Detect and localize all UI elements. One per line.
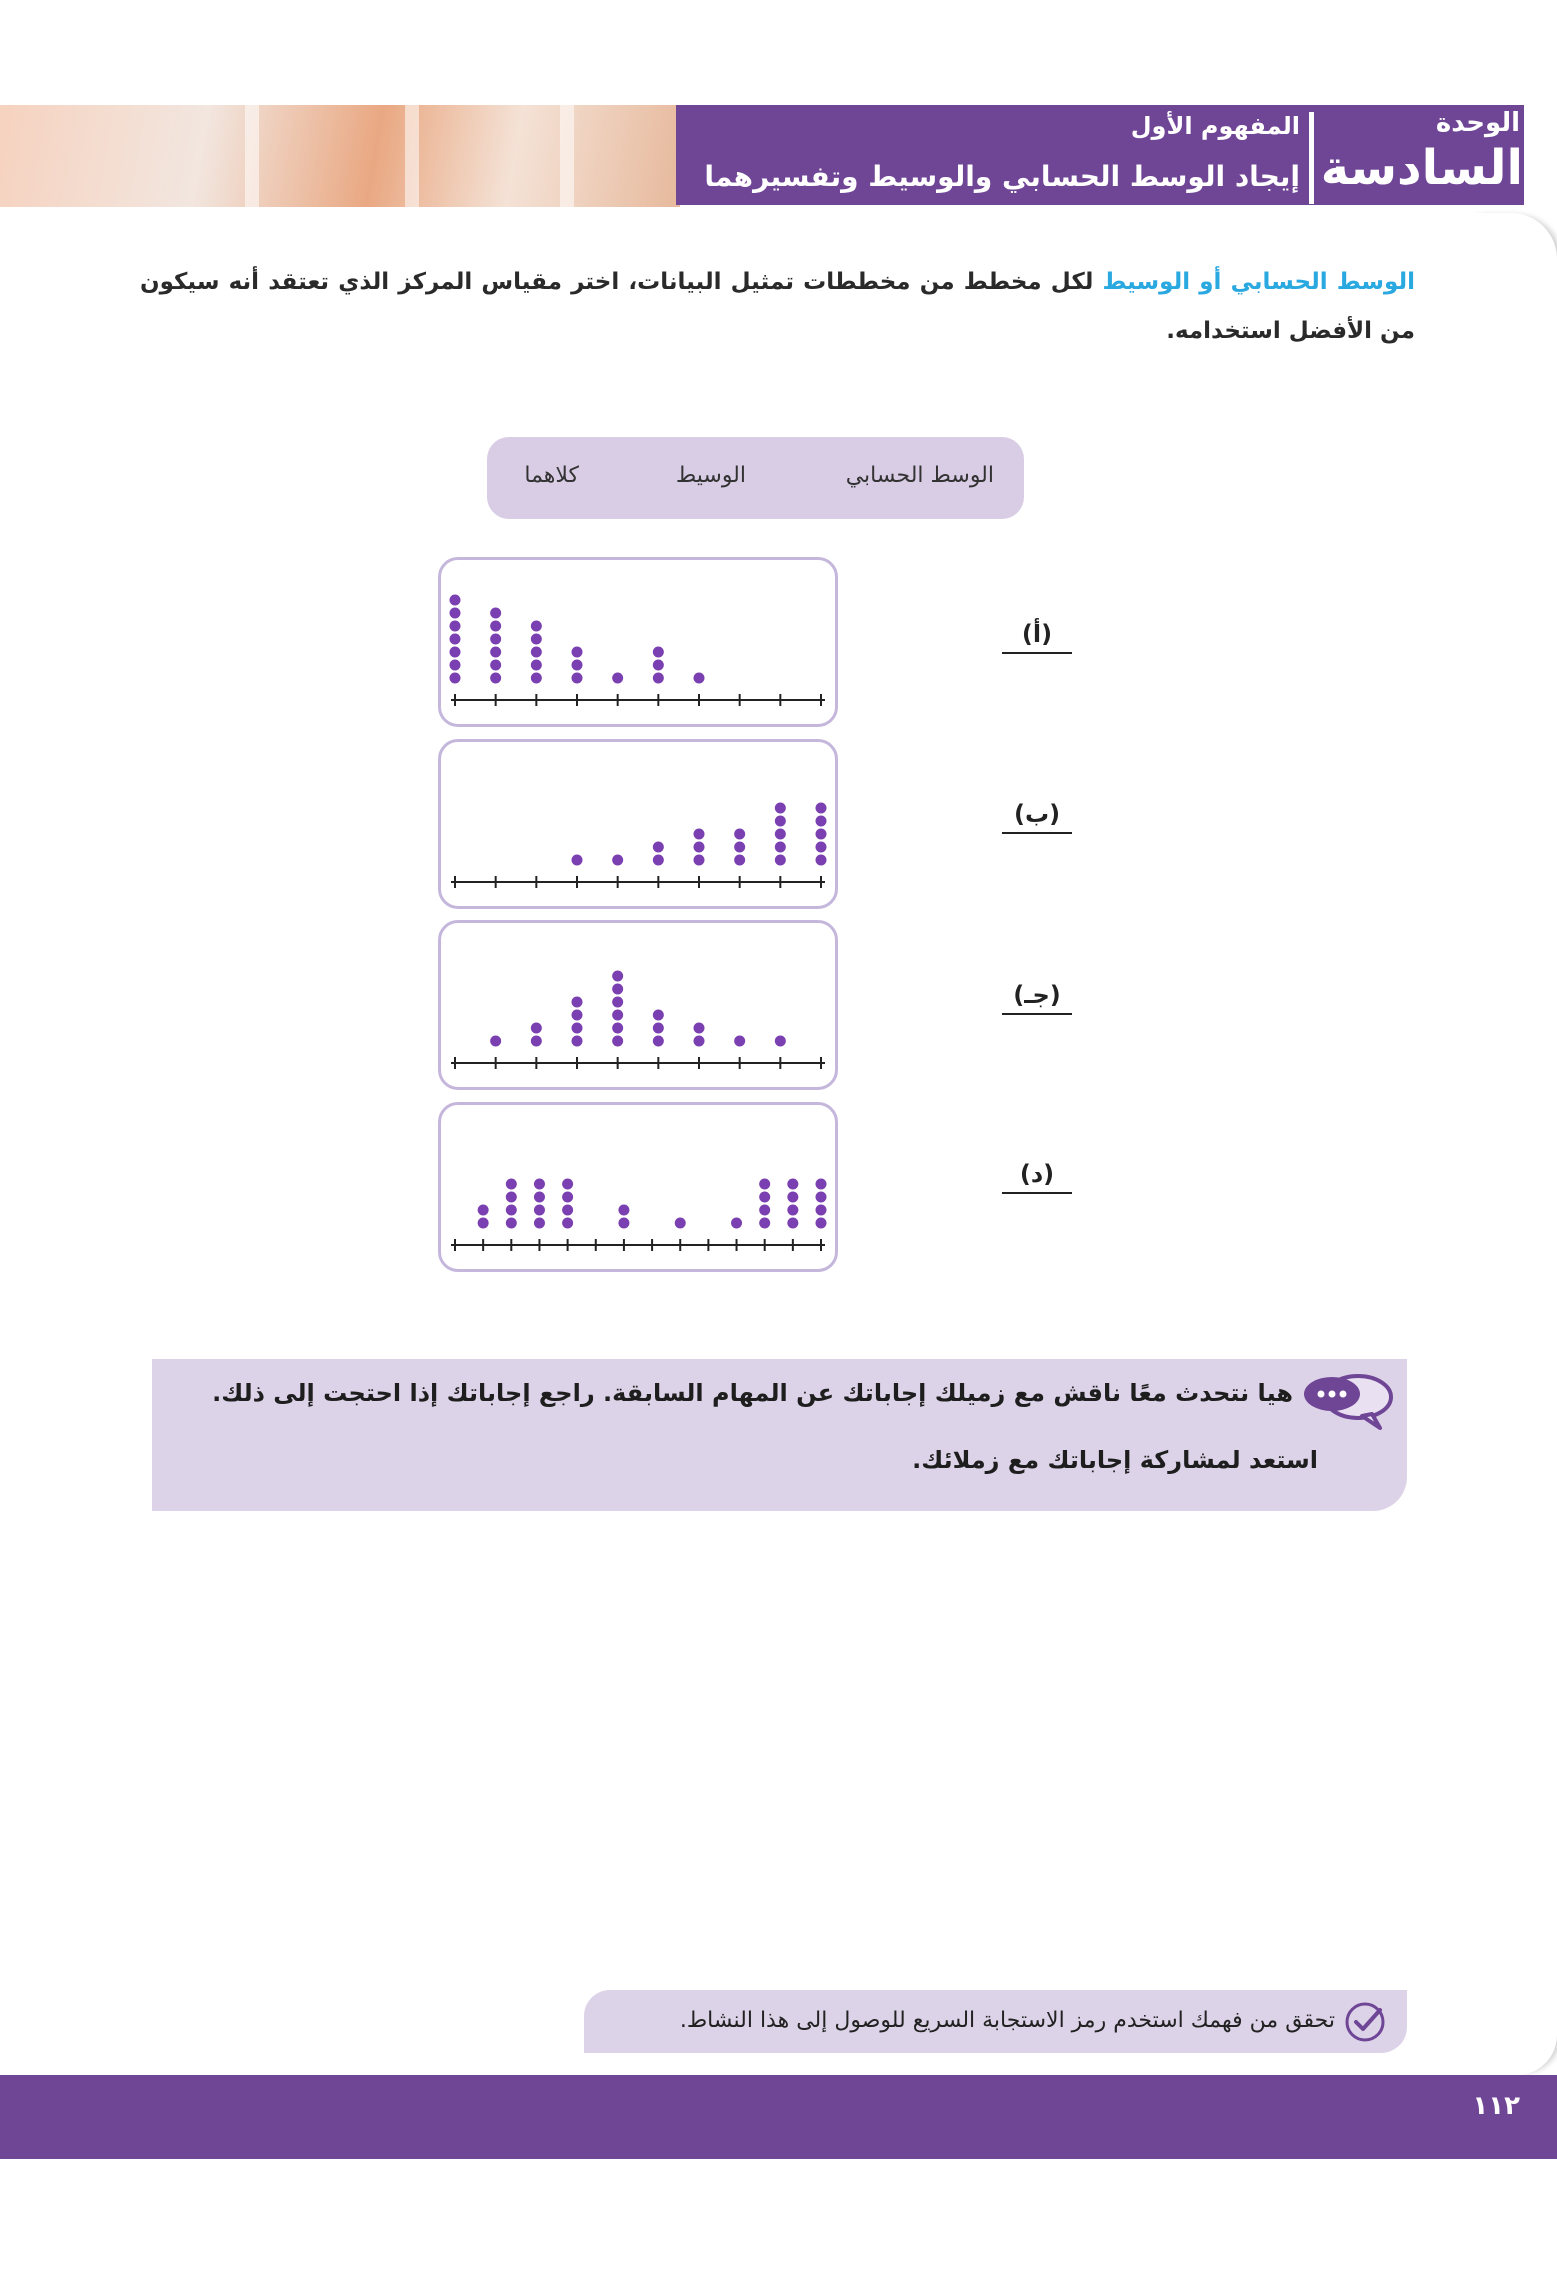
- data-dot: [734, 1036, 745, 1047]
- data-dot: [478, 1218, 489, 1229]
- data-dot: [759, 1218, 770, 1229]
- data-dot: [612, 855, 623, 866]
- instruction-highlight: الوسط الحسابي أو الوسيط: [1102, 269, 1415, 295]
- data-dot: [506, 1205, 517, 1216]
- header-photo: [0, 105, 680, 207]
- data-dot: [653, 842, 664, 853]
- data-dot: [562, 1205, 573, 1216]
- discussion-line-2: استعد لمشاركة إجاباتك مع زملائك.: [912, 1446, 1318, 1474]
- data-dot: [653, 647, 664, 658]
- data-dot: [572, 673, 583, 684]
- dot-plot-svg: [441, 923, 835, 1087]
- data-dot: [653, 1023, 664, 1034]
- data-dot: [572, 647, 583, 658]
- data-dot: [612, 1023, 623, 1034]
- data-dot: [572, 1036, 583, 1047]
- data-dot: [572, 660, 583, 671]
- data-dot: [694, 842, 705, 853]
- data-dot: [612, 1010, 623, 1021]
- data-dot: [787, 1179, 798, 1190]
- data-dot: [562, 1192, 573, 1203]
- concept-label: المفهوم الأول: [1130, 112, 1300, 140]
- discussion-line-1: هيا نتحدث معًا ناقش مع زميلك إجاباتك عن المهام السابقة. راجع إجاباتك إذا احتجت إلى ذلك.: [212, 1379, 1293, 1407]
- data-dot: [531, 621, 542, 632]
- data-dot: [653, 660, 664, 671]
- data-dot: [534, 1205, 545, 1216]
- data-dot: [734, 842, 745, 853]
- data-dot: [694, 673, 705, 684]
- data-dot: [618, 1205, 629, 1216]
- data-dot: [531, 1036, 542, 1047]
- check-understanding-text: تحقق من فهمك استخدم رمز الاستجابة السريع للوصول إلى هذا النشاط.: [679, 2008, 1335, 2033]
- data-dot: [572, 1010, 583, 1021]
- data-dot: [490, 647, 501, 658]
- data-dot: [506, 1192, 517, 1203]
- data-dot: [775, 816, 786, 827]
- plot-label-b: [1002, 800, 1072, 828]
- data-dot: [478, 1205, 489, 1216]
- dot-plot-svg: [441, 1105, 835, 1269]
- data-dot: [450, 608, 461, 619]
- header-divider: [1309, 112, 1314, 204]
- data-dot: [490, 621, 501, 632]
- word-bank-median: الوسيط: [675, 463, 746, 488]
- data-dot: [731, 1218, 742, 1229]
- data-dot: [775, 1036, 786, 1047]
- chat-bubble-icon: [1298, 1370, 1394, 1432]
- data-dot: [612, 1036, 623, 1047]
- data-dot: [775, 842, 786, 853]
- data-dot: [816, 1192, 827, 1203]
- data-dot: [506, 1218, 517, 1229]
- instruction-body: لكل مخطط من مخططات تمثيل البيانات، اختر مقياس المركز الذي تعتقد أنه سيكون من الأفضل استخدامه.: [140, 269, 1415, 344]
- data-dot: [612, 971, 623, 982]
- data-dot: [572, 997, 583, 1008]
- data-dot: [618, 1218, 629, 1229]
- dot-plot-c: [438, 920, 838, 1090]
- data-dot: [534, 1192, 545, 1203]
- data-dot: [759, 1192, 770, 1203]
- data-dot: [506, 1179, 517, 1190]
- data-dot: [816, 816, 827, 827]
- dot-plot-b: [438, 739, 838, 909]
- concept-title: إيجاد الوسط الحسابي والوسيط وتفسيرهما: [704, 160, 1300, 193]
- data-dot: [816, 855, 827, 866]
- data-dot: [562, 1179, 573, 1190]
- data-dot: [816, 1179, 827, 1190]
- data-dot: [675, 1218, 686, 1229]
- plot-label-d-text: (د): [1019, 1160, 1055, 1188]
- data-dot: [572, 1023, 583, 1034]
- data-dot: [531, 673, 542, 684]
- data-dot: [562, 1218, 573, 1229]
- dot-plot-d: [438, 1102, 838, 1272]
- plot-label-a: [1002, 620, 1072, 648]
- data-dot: [531, 660, 542, 671]
- data-dot: [816, 1205, 827, 1216]
- data-dot: [694, 855, 705, 866]
- data-dot: [653, 673, 664, 684]
- data-dot: [787, 1218, 798, 1229]
- data-dot: [734, 829, 745, 840]
- data-dot: [450, 621, 461, 632]
- data-dot: [787, 1192, 798, 1203]
- data-dot: [490, 1036, 501, 1047]
- data-dot: [775, 803, 786, 814]
- data-dot: [490, 673, 501, 684]
- data-dot: [775, 855, 786, 866]
- plot-label-d: [1002, 1160, 1072, 1188]
- data-dot: [531, 647, 542, 658]
- plot-label-b-text: (ب): [1013, 800, 1061, 828]
- data-dot: [534, 1179, 545, 1190]
- footer-band: [0, 2075, 1557, 2159]
- data-dot: [775, 829, 786, 840]
- word-bank: [487, 437, 1024, 519]
- dot-plot-svg: [441, 742, 835, 906]
- data-dot: [816, 842, 827, 853]
- data-dot: [694, 1023, 705, 1034]
- check-circle-icon: [1343, 2000, 1387, 2044]
- data-dot: [450, 660, 461, 671]
- data-dot: [531, 1023, 542, 1034]
- data-dot: [490, 634, 501, 645]
- data-dot: [612, 984, 623, 995]
- dot-plot-a: [438, 557, 838, 727]
- data-dot: [490, 608, 501, 619]
- page-number: ١١٢: [1472, 2091, 1520, 2121]
- word-bank-both: كلاهما: [524, 463, 579, 488]
- dot-plot-svg: [441, 560, 835, 724]
- plot-label-c: [1002, 981, 1072, 1009]
- data-dot: [759, 1205, 770, 1216]
- data-dot: [653, 1036, 664, 1047]
- data-dot: [816, 1218, 827, 1229]
- plot-label-c-text: (جـ): [1013, 981, 1061, 1009]
- data-dot: [816, 829, 827, 840]
- data-dot: [612, 997, 623, 1008]
- data-dot: [531, 634, 542, 645]
- data-dot: [534, 1218, 545, 1229]
- data-dot: [450, 595, 461, 606]
- data-dot: [653, 855, 664, 866]
- data-dot: [490, 660, 501, 671]
- data-dot: [450, 647, 461, 658]
- data-dot: [787, 1205, 798, 1216]
- data-dot: [759, 1179, 770, 1190]
- data-dot: [450, 673, 461, 684]
- instruction-text: [140, 258, 1415, 356]
- data-dot: [450, 634, 461, 645]
- unit-name: السادسة: [1320, 140, 1523, 196]
- word-bank-mean: الوسط الحسابي: [845, 463, 994, 488]
- data-dot: [653, 1010, 664, 1021]
- plot-label-a-text: (أ): [1021, 620, 1053, 648]
- data-dot: [734, 855, 745, 866]
- data-dot: [816, 803, 827, 814]
- data-dot: [694, 829, 705, 840]
- data-dot: [572, 855, 583, 866]
- data-dot: [694, 1036, 705, 1047]
- unit-label: الوحدة: [1435, 108, 1520, 138]
- data-dot: [612, 673, 623, 684]
